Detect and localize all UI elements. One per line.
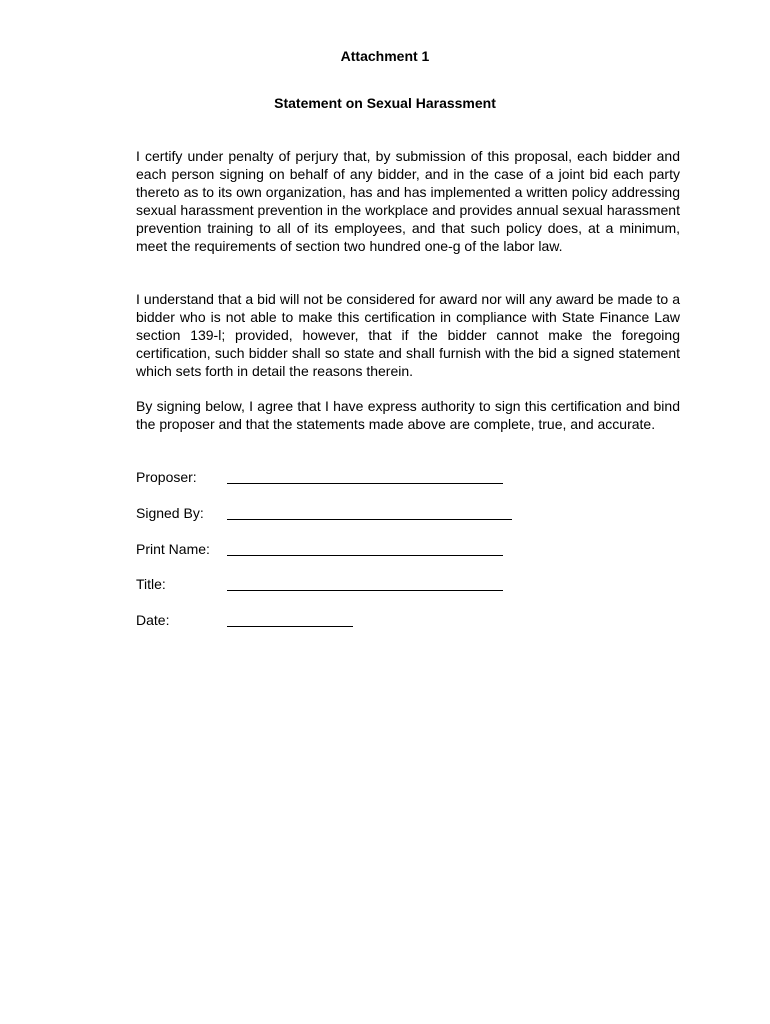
signed-by-label: Signed By: xyxy=(136,505,204,521)
proposer-label: Proposer: xyxy=(136,469,197,485)
signing-authority-paragraph: By signing below, I agree that I have express authority to sign this certification and bind the proposer and that the statements made above are complete, true, and accurate. xyxy=(136,398,680,432)
date-label: Date: xyxy=(136,612,170,628)
print-name-label: Print Name: xyxy=(136,541,210,557)
print-name-blank-line[interactable] xyxy=(227,555,503,556)
statement-title: Statement on Sexual Harassment xyxy=(274,95,496,111)
title-field xyxy=(136,575,536,595)
proposer-field xyxy=(136,468,536,488)
title-label: Title: xyxy=(136,576,166,592)
date-blank-line[interactable] xyxy=(227,626,353,627)
signed-by-blank-line[interactable] xyxy=(227,519,512,520)
signed-by-field xyxy=(136,504,536,524)
certification-paragraph: I certify under penalty of perjury that, by submission of this proposal, each bidder and each person signing on behalf of any bidder, and in the case of a joint bid each party thereto as to its own organization, has and has implemented a written policy addressing sexual harassment prevention in the workplace and provides annual sexual harassment prevention training to all of its employees, and that such policy does, at a minimum, meet the requirements of section two hundred one-g of the labor law. xyxy=(136,148,680,254)
print-name-field xyxy=(136,540,536,560)
date-field xyxy=(136,611,536,631)
title-blank-line[interactable] xyxy=(227,590,503,591)
attachment-title: Attachment 1 xyxy=(340,48,430,64)
proposer-blank-line[interactable] xyxy=(227,483,503,484)
award-condition-paragraph: I understand that a bid will not be considered for award nor will any award be made to a bidder who is not able to make this certification in compliance with State Finance Law section 139-l; provided, however, that if the bidder cannot make the foregoing certification, such bidder shall so state and shall furnish with the bid a signed statement which sets forth in detail the reasons therein. xyxy=(136,291,680,379)
